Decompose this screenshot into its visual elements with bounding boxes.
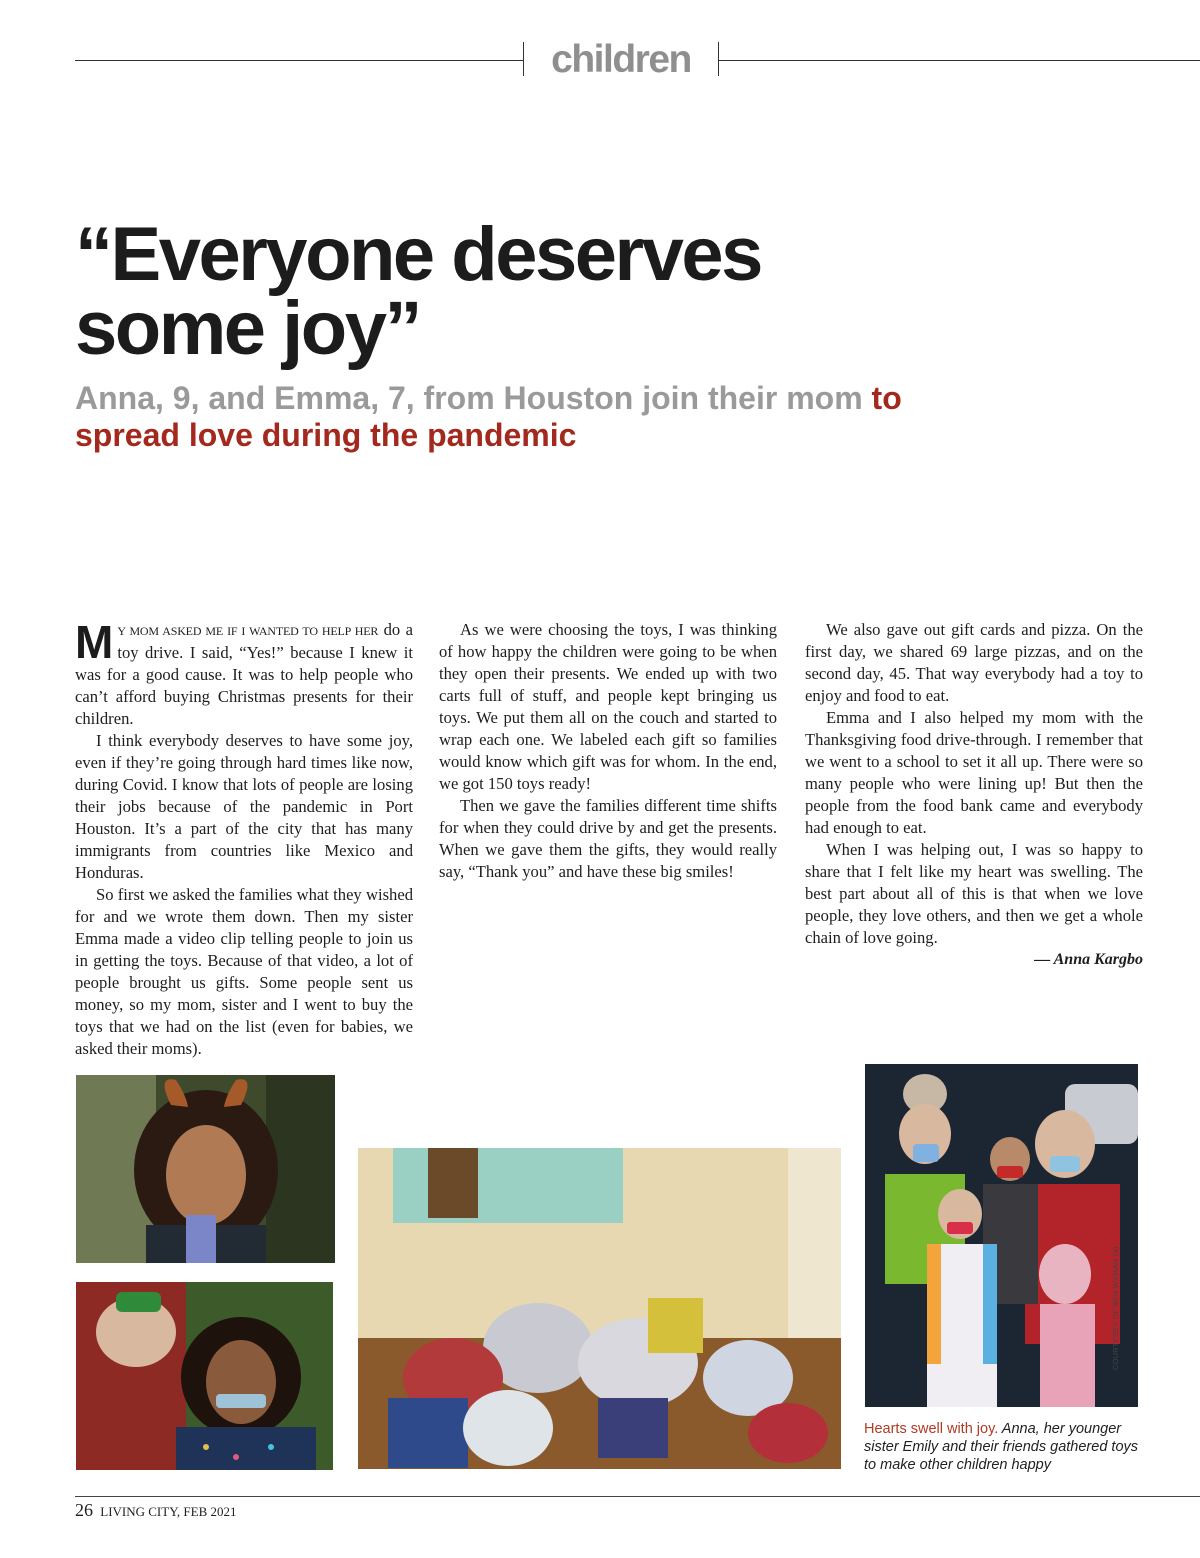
article-paragraph-2: I think everybody deserves to have some joy, even if they’re going through hard times like now, during Covid. I know that lots of people are losing their jobs because of the pandemic in Port Houston. It’s a part of the city that has many immigrants from countries like Mexico and Honduras. — [75, 731, 413, 882]
header-rule-left — [75, 60, 523, 61]
headline — [75, 212, 1075, 371]
section-label: children — [551, 38, 691, 81]
page-number: 26 — [75, 1500, 93, 1520]
photo-credit: COURTESEY OF BEN WYMAN (4) — [1111, 1246, 1120, 1370]
header-rule-right — [718, 60, 1200, 61]
opening-text: do a toy drive. I said, “Yes!” because I knew it was for a good cause. It was to help people who can’t afford buying Christmas presents for their children. — [75, 620, 413, 728]
section-header — [75, 38, 1200, 82]
caption-highlight: Hearts swell with joy. — [864, 1421, 999, 1437]
subhead — [75, 380, 935, 454]
article-paragraph-4: As we were choosing the toys, I was thinking of how happy the children were going to be when they open their presents. We ended up with two carts full of stuff, and people kept bringing us toys. We put them all on the couch and started to wrap each one. We labeled each gift so families would know which gift was for whom. In the end, we got 150 toys ready! — [439, 620, 777, 793]
article-column-3 — [805, 619, 1143, 971]
subhead-lead: Anna, 9, and Emma, 7, from Houston join their mom — [75, 380, 872, 416]
article-paragraph-7: Emma and I also helped my mom with the Thanksgiving food drive-through. I remember that we went to a school to set it all up. There were so many people who were lining up! But then the people from the food bank came and everybody had enough to eat. — [805, 708, 1143, 837]
article-paragraph-8: When I was helping out, I was so happy to share that I felt like my heart was swelling. The best part about all of this is that when we love people, they love others, and then we get a whole chain of love going. — [805, 840, 1143, 947]
opening-smallcaps: Y MOM ASKED ME IF I WANTED TO HELP HER — [117, 624, 379, 638]
footer-rule — [75, 1496, 1200, 1497]
article-paragraph-3: So first we asked the families what they wished for and we wrote them down. Then my sister Emma made a video clip telling people to join us in getting the toys. Because of that video, a lot of people brought us gifts. Some people sent us money, so my mom, sister and I went to buy the toys that we had on the list (even for babies, we asked their moms). — [75, 885, 413, 1058]
article-paragraph-6: We also gave out gift cards and pizza. On the first day, we shared 69 large pizzas, and on the second day, 45. That way everybody had a toy to enjoy and food to eat. — [805, 620, 1143, 705]
subhead-highlight: to spread love during the pandemic — [75, 380, 902, 453]
article-paragraph-5: Then we gave the families different time shifts for when they could drive by and get the presents. When we gave them the gifts, they would really say, “Thank you” and have these big smiles! — [439, 796, 777, 881]
byline: — Anna Kargbo — [1034, 951, 1143, 968]
article-paragraph-1 — [75, 616, 413, 730]
photo-caption — [864, 1420, 1154, 1474]
headline-line-1: “Everyone deserves — [75, 212, 761, 297]
drop-cap: M — [75, 616, 114, 668]
article-column-2 — [439, 619, 777, 883]
photo-group-in-masks — [865, 1064, 1138, 1407]
header-tick-right — [718, 42, 719, 76]
photo-wrapped-gifts — [358, 1148, 841, 1469]
page-footer — [75, 1500, 237, 1521]
caption-text: Anna, her younger sister Emily and their friends gathered toys to make other children happy — [864, 1421, 1139, 1473]
photo-girl-reindeer-antlers — [76, 1075, 335, 1263]
publication-info: LIVING CITY, FEB 2021 — [100, 1504, 237, 1519]
headline-line-2: some joy” — [75, 286, 420, 371]
article-column-1 — [75, 616, 413, 1060]
photo-girl-with-mom — [76, 1282, 333, 1470]
